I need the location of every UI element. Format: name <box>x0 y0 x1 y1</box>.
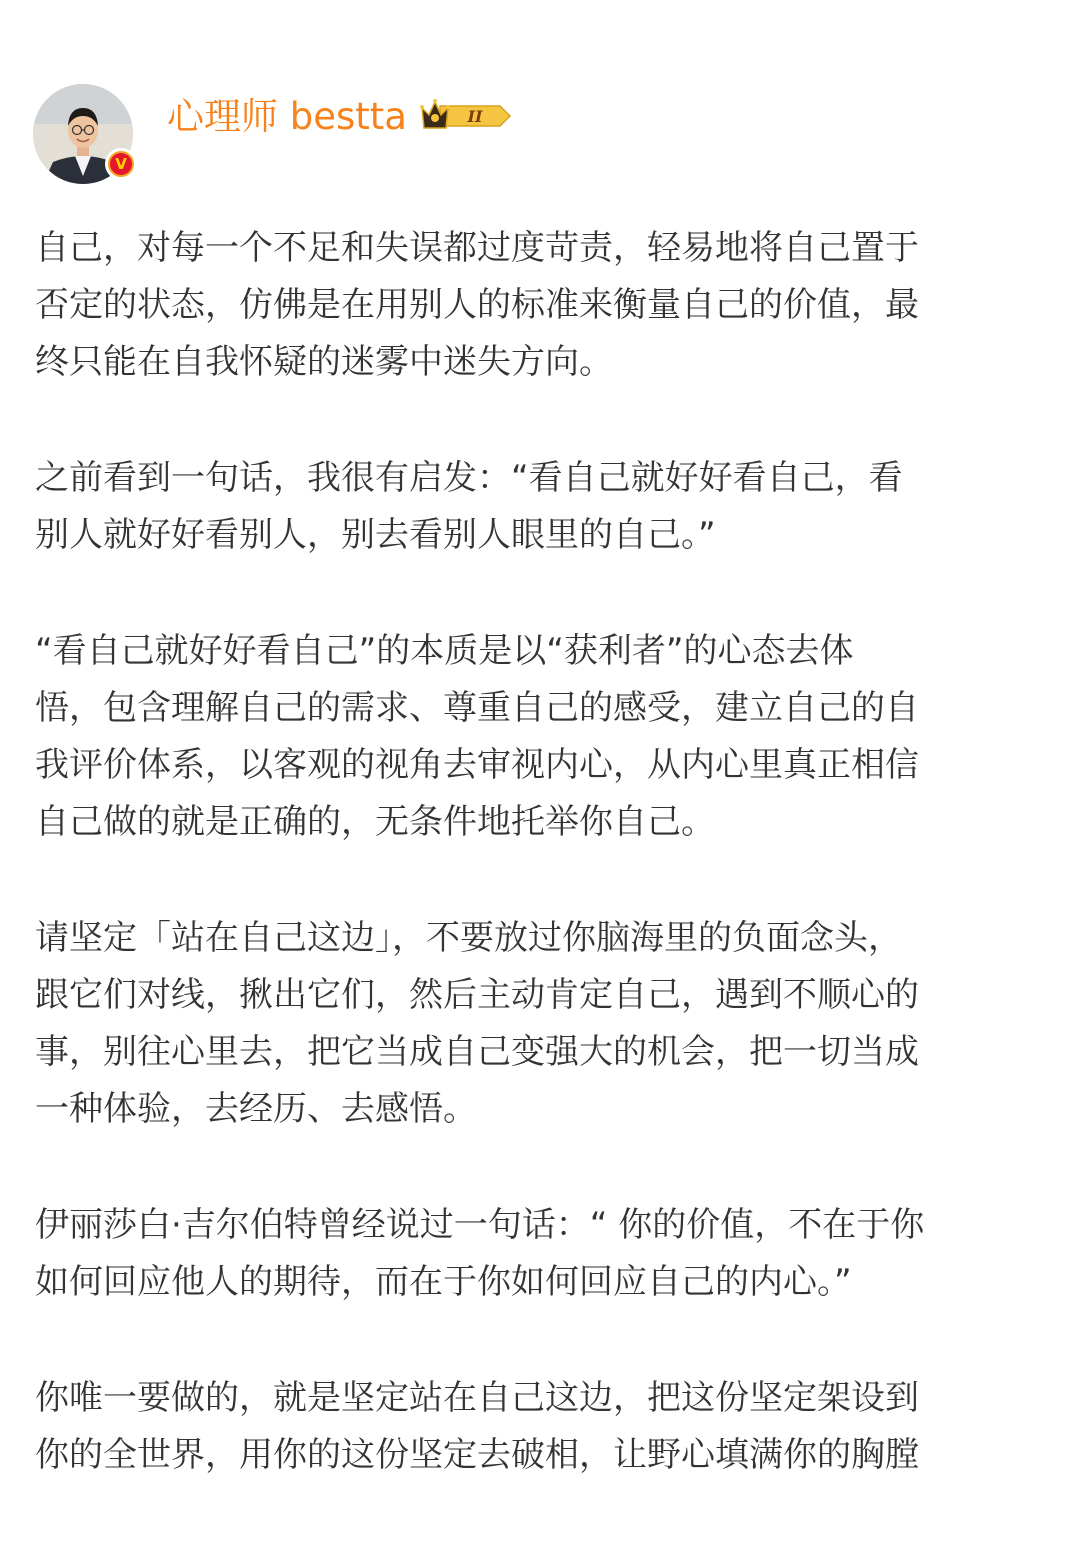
author-avatar[interactable] <box>33 84 133 184</box>
post-paragraph: “看自己就好好看自己”的本质是以“获利者”的心态去体 悟，包含理解自己的需求、尊重自己的感受，建立自己的自 我评价体系，以客观的视角去审视内心，从内心里真正相信 自己做的就是正确的，无条件地托举你自己。 <box>35 631 919 842</box>
post-paragraph: 自己，对每一个不足和失误都过度苛责，轻易地将自己置于 否定的状态，仿佛是在用别人的标准来衡量自己的价值，最 终只能在自我怀疑的迷雾中迷失方向。 <box>35 228 919 382</box>
post-paragraph: 伊丽莎白·吉尔伯特曾经说过一句话：“ 你的价值，不在于你 如何回应他人的期待，而在于你如何回应自己的内心。” <box>35 1205 925 1302</box>
post-paragraph: 请坚定「站在自己这边」，不要放过你脑海里的负面念头， 跟它们对线，揪出它们，然后主动肯定自己，遇到不顺心的 事，别往心里去，把它当成自己变强大的机会，把一切当成 一种体验，去经历、去感悟。 <box>35 918 919 1129</box>
post-paragraph: 之前看到一句话，我很有启发：“看自己就好好看自己，看 别人就好好看别人，别去看别人眼里的自己。” <box>35 458 903 555</box>
crown-vip-icon[interactable] <box>420 98 512 134</box>
verified-mark: V <box>110 153 132 175</box>
author-name[interactable]: 心理师 bestta <box>167 95 407 138</box>
verified-badge-icon <box>105 148 137 180</box>
post-paragraph: 你唯一要做的，就是坚定站在自己这边，把这份坚定架设到 你的全世界，用你的这份坚定去破相，让野心填满你的胸膛 <box>35 1378 919 1475</box>
post-header <box>33 84 1033 188</box>
vip-level: II <box>467 107 483 126</box>
post-body <box>35 220 1045 1543</box>
